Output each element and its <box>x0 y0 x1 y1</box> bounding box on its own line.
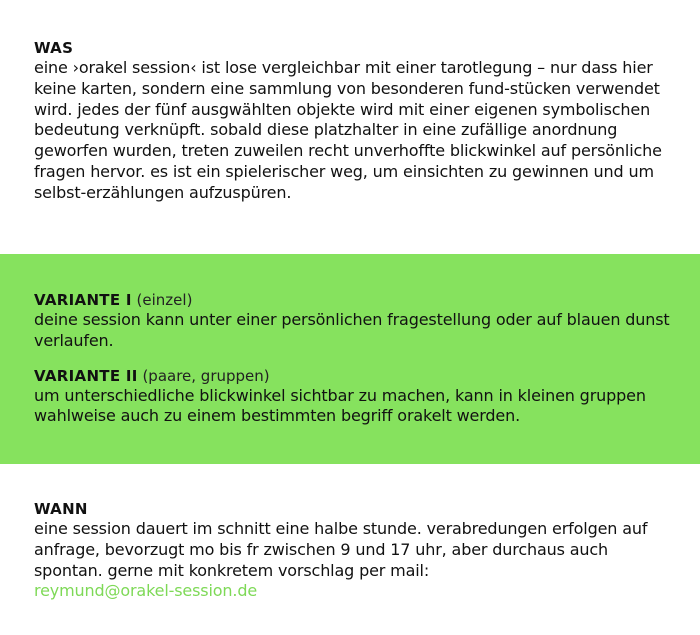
was-heading: WAS <box>34 39 74 57</box>
variante-2-heading <box>34 366 670 386</box>
variante-section <box>0 254 700 464</box>
variante-1-subtitle: (einzel) <box>131 291 193 309</box>
variante-1-title: VARIANTE I <box>34 291 132 309</box>
variante-2-text: um unterschiedliche blickwinkel sichtbar zu machen, kann in kleinen gruppen wahlweise auch zu einem bestimmten begriff orakelt werden. <box>34 385 646 426</box>
variante-1-heading <box>34 290 670 310</box>
wann-section <box>0 464 700 635</box>
wann-body: eine session dauert im schnitt eine halbe stunde. verabredungen erfolgen auf anfrage, bevorzugt mo bis fr zwischen 9 und 17 uhr, aber durchaus auch spontan. gerne mit konkretem vorschlag per mail: <box>34 519 648 580</box>
was-text: eine ›orakel session‹ ist lose vergleichbar mit einer tarotlegung – nur dass hier keine karten, sondern eine sammlung von besonderen fund-stücken verwendet wird. jedes der fünf ausgwählten objekte wird mit einer eigenen symbolischen bedeutung verknüpft. sobald diese platzhalter in eine zufällige anordnung geworfen wurden, treten zuweilen recht unverhoffte blickwinkel auf persönliche fragen hervor. es ist ein spielerischer weg, um einsichten zu gewinnen und um selbst-erzählungen aufzuspüren. <box>34 58 662 202</box>
email-link[interactable]: reymund@orakel-session.de <box>34 581 258 601</box>
variante-2-title: VARIANTE II <box>34 366 138 385</box>
wann-heading: WANN <box>34 500 88 518</box>
wann-text <box>34 519 670 602</box>
variante-2-subtitle: (paare, gruppen) <box>137 366 270 385</box>
variante-1-text: deine session kann unter einer persönlichen fragestellung oder auf blauen dunst verlaufen. <box>34 310 670 350</box>
was-section <box>0 0 700 254</box>
